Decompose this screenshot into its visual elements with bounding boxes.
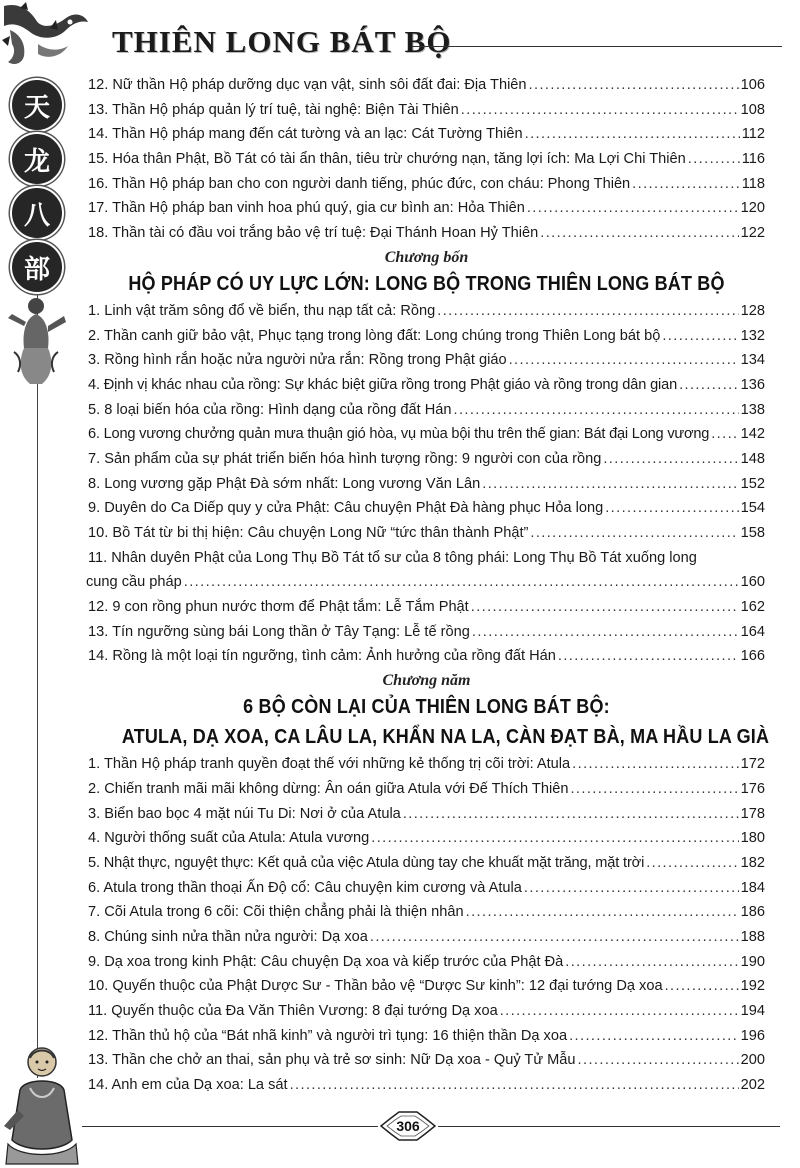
- dot-leader: [679, 373, 739, 398]
- toc-entry: [88, 826, 765, 851]
- toc-entry: [88, 900, 765, 925]
- dot-leader: [525, 122, 740, 147]
- entry-page: 116: [741, 151, 765, 168]
- monk-figure-icon: [0, 1040, 82, 1168]
- entry-title: 12. Thần thủ hộ của “Bát nhã kinh” và người trì tụng: 16 thiện thần Dạ xoa: [88, 1027, 568, 1044]
- footer-rule-right: [438, 1126, 780, 1127]
- entry-page: 142: [740, 426, 765, 443]
- dot-leader: [437, 299, 738, 324]
- toc-entry: [88, 620, 765, 645]
- entry-title: 12. 9 con rồng phun nước thơm để Phật tắm: Lễ Tắm Phật: [88, 599, 469, 616]
- toc-entry-continuation: [86, 570, 765, 595]
- entry-page: 148: [740, 450, 765, 467]
- entry-page: 176: [740, 780, 765, 797]
- dot-leader: [482, 472, 738, 497]
- entry-page: 158: [740, 525, 765, 541]
- toc-entry: [88, 122, 765, 147]
- toc-entry: [88, 98, 765, 123]
- dot-leader: [540, 221, 738, 246]
- dot-leader: [527, 196, 739, 221]
- page-number-badge: [379, 1108, 437, 1144]
- dot-leader: [403, 802, 739, 827]
- entry-page: 182: [740, 854, 765, 871]
- entry-page: 194: [740, 1003, 765, 1019]
- dot-leader: [558, 644, 739, 669]
- entry-page: 196: [740, 1027, 765, 1044]
- entry-page: 184: [740, 879, 765, 896]
- dot-leader: [472, 620, 739, 645]
- dot-leader: [524, 876, 739, 901]
- entry-page: 180: [740, 830, 765, 847]
- toc-entry: [88, 802, 765, 827]
- entry-title: 8. Chúng sinh nửa thần nửa người: Dạ xoa: [88, 928, 368, 945]
- entry-page: 118: [741, 175, 765, 192]
- entry-page: 160: [740, 574, 765, 591]
- entry-title: 6. Atula trong thần thoại Ấn Độ cổ: Câu chuyện kim cương và Atula: [88, 879, 522, 896]
- toc-entry: [88, 1048, 765, 1073]
- entry-page: 136: [740, 376, 765, 393]
- chapter-label: Chương bốn: [384, 248, 469, 266]
- toc-entry: [88, 472, 765, 497]
- entry-page: 120: [740, 200, 765, 217]
- entry-title: 10. Bồ Tát từ bi thị hiện: Câu chuyện Long Nữ “tức thân thành Phật”: [88, 525, 529, 541]
- toc-entry: [88, 221, 765, 246]
- entry-title: 11. Nhân duyên Phật của Long Thụ Bồ Tát tổ sư của 8 tông phái: Long Thụ Bồ Tát xuống long: [88, 549, 697, 566]
- entry-title: 7. Sản phẩm của sự phát triển biến hóa hình tượng rồng: 9 người con của rồng: [88, 450, 602, 467]
- entry-title: 16. Thần Hộ pháp ban cho con người danh tiếng, phúc đức, con cháu: Phong Thiên: [88, 175, 631, 192]
- chapter-title-line-2: ATULA, DẠ XOA, CA LÂU LA, KHẨN NA LA, CÀN ĐẠT BÀ, MA HẦU LA GIÀ: [121, 726, 770, 749]
- entry-page: 166: [740, 648, 765, 665]
- entry-title: 17. Thần Hộ pháp ban vinh hoa phú quý, gia cư bình an: Hỏa Thiên: [88, 200, 525, 217]
- toc-entry: [88, 422, 765, 447]
- toc-entry: [88, 447, 765, 472]
- dot-leader: [461, 98, 739, 123]
- entry-page: 122: [740, 225, 765, 242]
- entry-title: 18. Thần tài có đầu voi trắng bảo vệ trí tuệ: Đại Thánh Hoan Hỷ Thiên: [88, 225, 539, 242]
- entry-page: 192: [740, 978, 765, 995]
- entry-title: 4. Định vị khác nhau của rồng: Sự khác biệt giữa rồng trong Phật giáo và rồng trong dân gian: [88, 376, 678, 393]
- entry-title: 1. Linh vật trăm sông đổ về biển, thu nạp tất cả: Rồng: [88, 302, 436, 319]
- entry-title: 3. Biển bao bọc 4 mặt núi Tu Di: Nơi ở của Atula: [88, 805, 401, 822]
- toc-entry: [88, 373, 765, 398]
- page-number: 306: [396, 1118, 420, 1134]
- toc-entry: [88, 147, 765, 172]
- toc-entry: [88, 950, 765, 975]
- dot-leader: [466, 900, 739, 925]
- entry-page: 188: [740, 928, 765, 945]
- dot-leader: [605, 496, 738, 521]
- entry-page: 138: [740, 401, 765, 418]
- entry-page: 164: [740, 623, 765, 640]
- dot-leader: [530, 521, 738, 546]
- toc-entry: [88, 1073, 765, 1098]
- dot-leader: [565, 950, 738, 975]
- entry-page: 172: [740, 756, 765, 773]
- entry-title: 6. Long vương chưởng quản mưa thuận gió hòa, vụ mùa bội thu trên thế gian: Bát đại Long vương: [88, 426, 710, 443]
- entry-title: 14. Thần Hộ pháp mang đến cát tường và an lạc: Cát Tường Thiên: [88, 126, 523, 143]
- entry-page: 186: [740, 904, 765, 921]
- dot-leader: [665, 974, 739, 999]
- toc-entry: [88, 644, 765, 669]
- dot-leader: [290, 1073, 739, 1098]
- entry-page: 134: [740, 352, 765, 369]
- toc-entry: [88, 172, 765, 197]
- side-character-tian: 天: [10, 78, 64, 132]
- entry-page: 190: [740, 953, 765, 970]
- entry-title: 2. Chiến tranh mãi mãi không dừng: Ân oán giữa Atula với Đế Thích Thiên: [88, 780, 569, 797]
- toc-entry: [88, 974, 765, 999]
- toc-entry-wrapped: [88, 546, 765, 571]
- table-of-contents: [86, 73, 770, 1098]
- entry-page: 200: [740, 1052, 765, 1069]
- entry-page: 112: [741, 126, 765, 143]
- toc-entry: [88, 1024, 765, 1049]
- entry-page: 132: [740, 327, 765, 344]
- entry-title: 7. Cõi Atula trong 6 cõi: Cõi thiện chẳng phải là thiện nhân: [88, 904, 464, 921]
- entry-title: 12. Nữ thần Hộ pháp dưỡng dục vạn vật, sinh sôi đất đai: Địa Thiên: [88, 77, 527, 93]
- side-character-ba: 八: [10, 186, 64, 240]
- entry-page: 162: [740, 599, 765, 616]
- chapter-label: Chương năm: [382, 672, 471, 690]
- toc-entry: [88, 777, 765, 802]
- dot-leader: [500, 999, 739, 1024]
- entry-title: 3. Rồng hình rắn hoặc nửa người nửa rắn: Rồng trong Phật giáo: [88, 352, 507, 369]
- entry-page: 154: [740, 500, 765, 517]
- entry-title: 13. Thần che chở an thai, sản phụ và trẻ sơ sinh: Nữ Dạ xoa - Quỷ Tử Mẫu: [88, 1052, 576, 1069]
- entry-page: 106: [740, 77, 765, 93]
- entry-title: 13. Tín ngưỡng sùng bái Long thần ở Tây Tạng: Lễ tế rồng: [88, 623, 470, 640]
- toc-entry: [88, 398, 765, 423]
- entry-title: 10. Quyến thuộc của Phật Dược Sư - Thần bảo vệ “Dược Sư kinh”: 12 đại tướng Dạ xoa: [88, 978, 663, 995]
- entry-title: 13. Thần Hộ pháp quản lý trí tuệ, tài nghệ: Biện Tài Thiên: [88, 101, 459, 118]
- entry-page: 108: [740, 101, 765, 118]
- side-character-bu: 部: [10, 240, 64, 294]
- dot-leader: [646, 851, 738, 876]
- entry-page: 178: [740, 805, 765, 822]
- dot-leader: [711, 422, 738, 447]
- entry-title: 9. Duyên do Ca Diếp quy y cửa Phật: Câu chuyện Phật Đà hàng phục Hỏa long: [88, 500, 604, 517]
- toc-entry: [88, 752, 765, 777]
- left-vertical-rule: [37, 290, 38, 1078]
- dot-leader: [184, 570, 739, 595]
- entry-title: 8. Long vương gặp Phật Đà sớm nhất: Long vương Văn Lân: [88, 475, 481, 492]
- dot-leader: [572, 752, 738, 777]
- toc-entry: [88, 299, 765, 324]
- dot-leader: [688, 147, 740, 172]
- dot-leader: [509, 348, 739, 373]
- dot-leader: [569, 1024, 739, 1049]
- toc-entry: [88, 73, 765, 98]
- toc-entry: [88, 925, 765, 950]
- entry-title: 4. Người thống suất của Atula: Atula vương: [88, 830, 370, 847]
- toc-entry: [88, 851, 765, 876]
- dragon-ornament-icon: [0, 0, 92, 70]
- toc-entry: [88, 595, 765, 620]
- footer-rule-left: [82, 1126, 378, 1127]
- entry-title: 14. Anh em của Dạ xoa: La sát: [88, 1077, 288, 1094]
- dot-leader: [603, 447, 738, 472]
- toc-entry: [88, 876, 765, 901]
- dot-leader: [453, 398, 738, 423]
- toc-entry: [88, 496, 765, 521]
- chapter-title: HỘ PHÁP CÓ UY LỰC LỚN: LONG BỘ TRONG THIÊN LONG BÁT BỘ: [128, 272, 725, 295]
- entry-title: 2. Thần canh giữ bảo vật, Phục tạng trong lòng đất: Long chúng trong Thiên Long bát bộ: [88, 327, 661, 344]
- entry-title: 11. Quyến thuộc của Đa Văn Thiên Vương: 8 đại tướng Dạ xoa: [88, 1003, 498, 1019]
- toc-entry: [88, 999, 765, 1024]
- entry-title: 9. Dạ xoa trong kinh Phật: Câu chuyện Dạ xoa và kiếp trước của Phật Đà: [88, 953, 564, 970]
- deity-figure-icon: [0, 292, 72, 392]
- toc-entry: [88, 521, 765, 546]
- running-header-title: THIÊN LONG BÁT BỘ: [112, 24, 452, 59]
- entry-title: 14. Rồng là một loại tín ngưỡng, tình cảm: Ảnh hưởng của rồng đất Hán: [88, 648, 556, 665]
- dot-leader: [578, 1048, 739, 1073]
- entry-title: 5. Nhật thực, nguyệt thực: Kết quả của việc Atula dùng tay che khuất mặt trăng, mặt trời: [88, 854, 645, 871]
- entry-page: 202: [740, 1077, 765, 1094]
- entry-page: 128: [740, 302, 765, 319]
- entry-title-continuation: cung cầu pháp: [86, 574, 182, 591]
- entry-title: 5. 8 loại biến hóa của rồng: Hình dạng của rồng đất Hán: [88, 401, 452, 418]
- dot-leader: [371, 826, 738, 851]
- dot-leader: [370, 925, 739, 950]
- toc-entry: [88, 324, 765, 349]
- chapter-title-line-1: 6 BỘ CÒN LẠI CỦA THIÊN LONG BÁT BỘ:: [243, 696, 610, 719]
- dot-leader: [632, 172, 740, 197]
- dot-leader: [570, 777, 738, 802]
- side-character-long: 龙: [10, 132, 64, 186]
- toc-entry: [88, 348, 765, 373]
- dot-leader: [529, 73, 739, 98]
- dot-leader: [471, 595, 739, 620]
- toc-entry: [88, 196, 765, 221]
- header-rule: [412, 46, 782, 47]
- entry-page: 152: [740, 475, 765, 492]
- entry-title: 1. Thần Hộ pháp tranh quyền đoạt thế với những kẻ thống trị cõi trời: Atula: [88, 756, 571, 773]
- dot-leader: [662, 324, 738, 349]
- entry-title: 15. Hóa thân Phật, Bồ Tát có tài ẩn thân, tiêu trừ chướng nạn, tăng lợi ích: Ma Lợi Chi Thiên: [88, 151, 686, 168]
